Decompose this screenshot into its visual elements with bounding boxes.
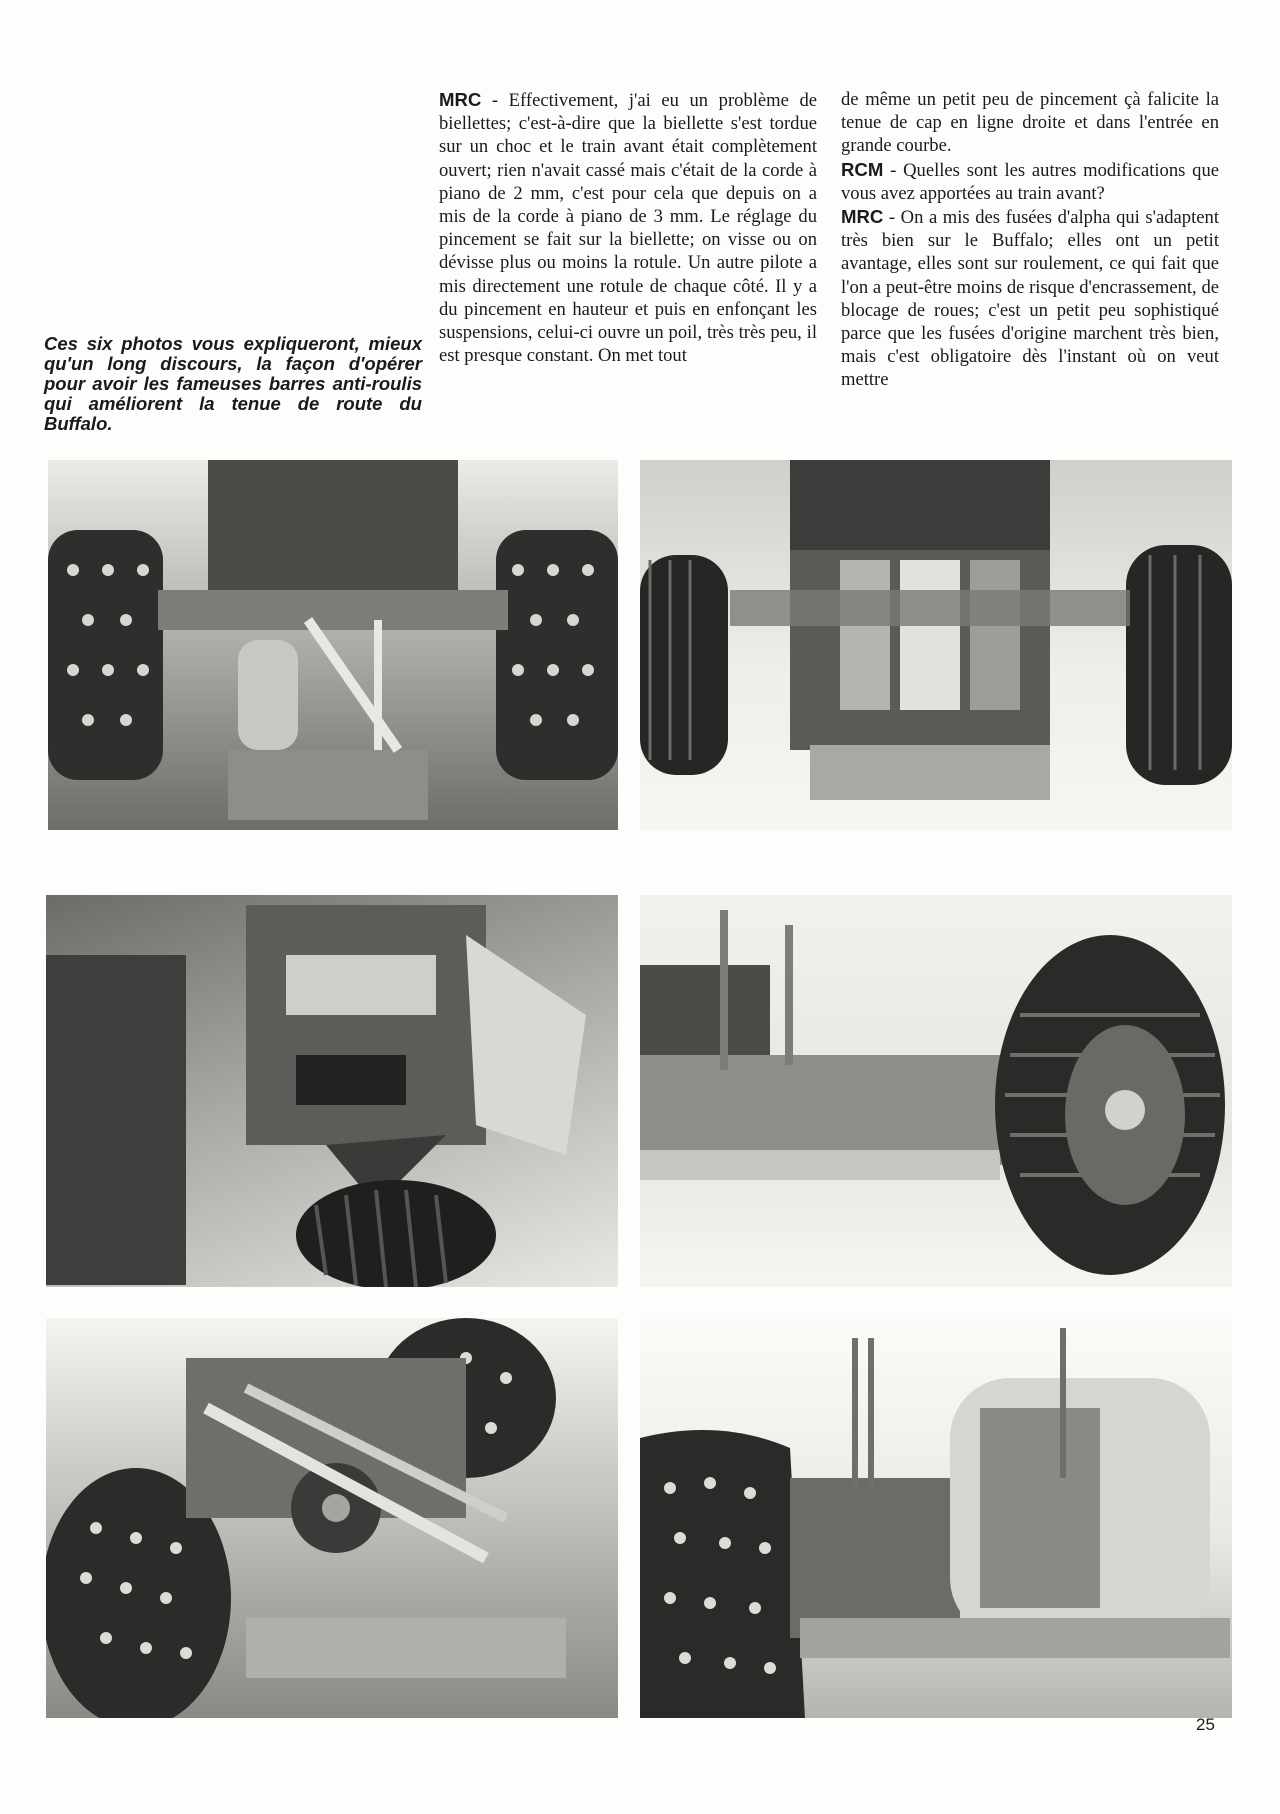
photo-rear-chassis xyxy=(48,460,618,830)
paragraph xyxy=(841,205,1219,392)
text-column-1 xyxy=(439,88,817,367)
chassis-illustration xyxy=(640,895,1232,1287)
photo-steering-linkage xyxy=(46,895,618,1287)
paragraph xyxy=(841,88,1219,158)
chassis-illustration xyxy=(46,1318,618,1718)
chassis-illustration xyxy=(48,460,618,830)
photo-side-motor xyxy=(640,1318,1232,1718)
paragraph xyxy=(841,158,1219,205)
chassis-illustration xyxy=(46,895,618,1287)
speaker-label: RCM xyxy=(841,158,884,180)
paragraph-text: de même un petit peu de pincement çà falicite la tenue de cap en ligne droite et dans l'entrée en grande courbe. xyxy=(841,89,1219,157)
paragraph xyxy=(439,88,817,367)
speaker-label: MRC xyxy=(841,206,884,228)
paragraph-text: - On a mis des fusées d'alpha qui s'adaptent très bien sur le Buffalo; elles ont un petit avantage, elles sont sur roulement, ce qui fait que l'on a peut-être moins de risque d'encrassement, de blocage de roues; c'est un petit peu sophistiqué parce que les fusées d'origine marchent très bien, mais c'est obligatoire dès l'instant où on veut mettre xyxy=(841,207,1219,391)
chassis-illustration xyxy=(640,460,1232,830)
paragraph-text: - Quelles sont les autres modifications que vous avez apportées au train avant? xyxy=(841,159,1219,204)
photo-side-front-wheel xyxy=(640,895,1232,1287)
speaker-label: MRC xyxy=(439,89,482,110)
chassis-illustration xyxy=(640,1318,1232,1718)
photo-front-batteries xyxy=(640,460,1232,830)
page-number: 25 xyxy=(1196,1715,1215,1734)
photo-gearbox-rear xyxy=(46,1318,618,1718)
text-column-2 xyxy=(841,88,1219,392)
photo-caption: Ces six photos vous expliqueront, mieux qu'un long discours, la façon d'opérer pour avoir les fameuses barres anti-roulis qui améliorent la tenue de route du Buffalo. xyxy=(44,333,422,434)
paragraph-text: - Effectivement, j'ai eu un problème de biellettes; c'est-à-dire que la biellette s'est tordue sur un choc et le train avant était complètement ouvert; rien n'avait cassé mais c'était de la corde à piano de 2 mm, c'est pour cela que depuis on a mis de la corde à piano de 3 mm. Le réglage du pincement se fait sur la biellette; on visse ou on dévisse plus ou moins la rotule. Un autre pilote a mis directement une rotule de chaque côté. Il y a du pincement en hauteur et puis en enfonçant les suspensions, celui-ci ouvre un poil, très très peu, il est presque constant. On met tout xyxy=(439,90,817,367)
